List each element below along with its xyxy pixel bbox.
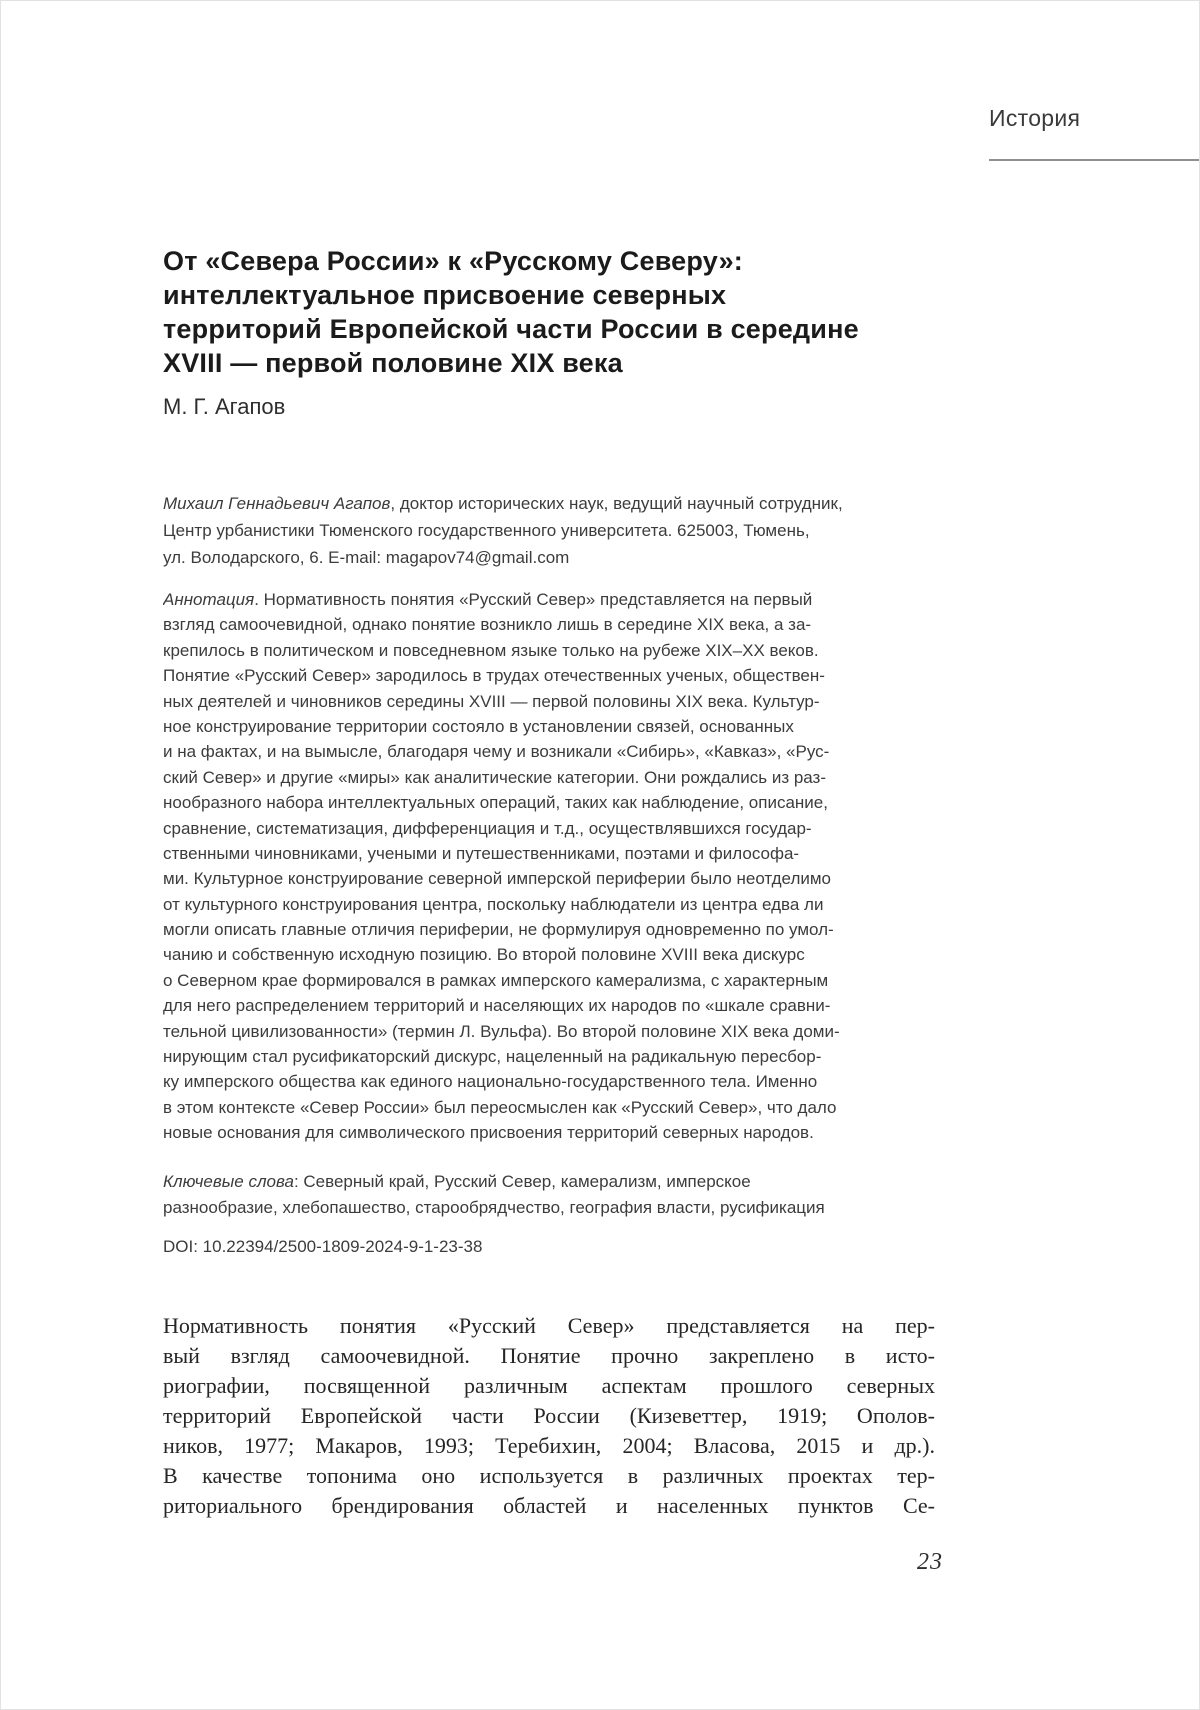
body-text-line: риториального брендирования областей и населенных пунктов Се- — [163, 1493, 935, 1518]
abstract-line: Понятие «Русский Север» зародилось в трудах отечественных ученых, обществен- — [163, 666, 825, 686]
abstract-line: ми. Культурное конструирование северной имперской периферии было неотделимо — [163, 869, 831, 889]
affiliation-line — [163, 490, 953, 517]
abstract-line: ку имперского общества как единого национально-государственного тела. Именно — [163, 1072, 818, 1092]
abstract-line: могли описать главные отличия периферии, не формулируя одновременно по умол- — [163, 920, 834, 940]
abstract-line: ский Север» и другие «миры» как аналитические категории. Они рождались из раз- — [163, 767, 827, 787]
body-text-line: территорий Европейской части России (Кизеветтер, 1919; Ополов- — [163, 1403, 935, 1428]
author-full-name: Михаил Геннадьевич Агапов — [163, 494, 391, 513]
abstract-line: в этом контексте «Север России» был переосмыслен как «Русский Север», что дало — [163, 1097, 837, 1117]
body-text-line: Нормативность понятия «Русский Север» представляется на пер- — [163, 1313, 935, 1338]
keywords-block — [163, 1169, 951, 1221]
abstract-lines — [163, 612, 951, 1145]
abstract-line: крепилось в политическом и повседневном языке только на рубеже XIX–XX веков. — [163, 640, 819, 660]
abstract-block — [163, 587, 951, 1146]
abstract-line: сравнение, систематизация, дифференциация и т.д., осуществлявшихся государ- — [163, 818, 812, 838]
abstract-line: чанию и собственную исходную позицию. Во второй половине XVIII века дискурс — [163, 945, 805, 965]
abstract-line: ных деятелей и чиновников середины XVIII — первой половины XIX века. Культур- — [163, 691, 820, 711]
abstract-line: тельной цивилизованности» (термин Л. Вульфа). Во второй половине XIX века доми- — [163, 1021, 840, 1041]
abstract-first-line — [163, 587, 951, 612]
body-text-line: В качестве топонима оно используется в различных проектах тер- — [163, 1463, 935, 1488]
body-text-line: риографии, посвященной различным аспектам прошлого северных — [163, 1373, 935, 1398]
header-rule — [989, 159, 1200, 161]
doi-text: DOI: 10.22394/2500-1809-2024-9-1-23-38 — [163, 1237, 483, 1256]
affiliation-degree-text: , доктор исторических наук, ведущий научный сотрудник, — [390, 494, 843, 513]
keywords-first-line-text: : Северный край, Русский Север, камерализм, имперское — [293, 1172, 751, 1191]
body-text-line: вый взгляд самоочевидной. Понятие прочно закреплено в исто- — [163, 1343, 935, 1368]
abstract-line: новые основания для символического присвоения территорий северных народов. — [163, 1123, 814, 1143]
affiliation-line: ул. Володарского, 6. E-mail: magapov74@gmail.com — [163, 548, 570, 567]
keywords-line: разнообразие, хлебопашество, старообрядчество, география власти, русификация — [163, 1198, 825, 1217]
section-label: История — [989, 105, 1081, 131]
abstract-line: о Северном крае формировался в рамках имперского камерализма, с характерным — [163, 970, 829, 990]
abstract-line: взгляд самоочевидной, однако понятие возникло лишь в середине XIX века, а за- — [163, 615, 812, 635]
article-title-line: интеллектуальное присвоение северных — [163, 280, 727, 310]
keywords-first-line — [163, 1169, 951, 1195]
keywords-label: Ключевые слова — [163, 1172, 294, 1191]
page-number: 23 — [917, 1549, 943, 1575]
abstract-line: нирующим стал русификаторский дискурс, нацеленный на радикальную пересбор- — [163, 1047, 822, 1067]
abstract-line: и на фактах, и на вымысле, благодаря чему и возникали «Сибирь», «Кавказ», «Рус- — [163, 742, 830, 762]
affiliation-line: Центр урбанистики Тюменского государственного университета. 625003, Тюмень, — [163, 521, 810, 540]
body-text-line: ников, 1977; Макаров, 1993; Теребихин, 2004; Власова, 2015 и др.). — [163, 1433, 935, 1458]
abstract-line: от культурного конструирования центра, поскольку наблюдатели из центра едва ли — [163, 894, 824, 914]
abstract-line: ственными чиновниками, учеными и путешественниками, поэтами и философа- — [163, 843, 800, 863]
abstract-first-line-text: . Нормативность понятия «Русский Север» представляется на первый — [254, 590, 813, 609]
abstract-line: нообразного набора интеллектуальных операций, таких как наблюдение, описание, — [163, 793, 828, 813]
abstract-label: Аннотация — [163, 590, 255, 609]
article-title-line: От «Севера России» к «Русскому Северу»: — [163, 246, 743, 276]
abstract-line: для него распределением территорий и населяющих их народов по «шкале сравни- — [163, 996, 831, 1016]
article-title-line: XVIII — первой половине XIX века — [163, 348, 623, 378]
body-text — [163, 1311, 935, 1521]
affiliation-block — [163, 490, 953, 571]
article-title — [163, 244, 963, 380]
abstract-line: ное конструирование территории состояло в установлении связей, основанных — [163, 716, 794, 736]
article-title-line: территорий Европейской части России в середине — [163, 314, 859, 344]
author-name: М. Г. Агапов — [163, 394, 286, 419]
